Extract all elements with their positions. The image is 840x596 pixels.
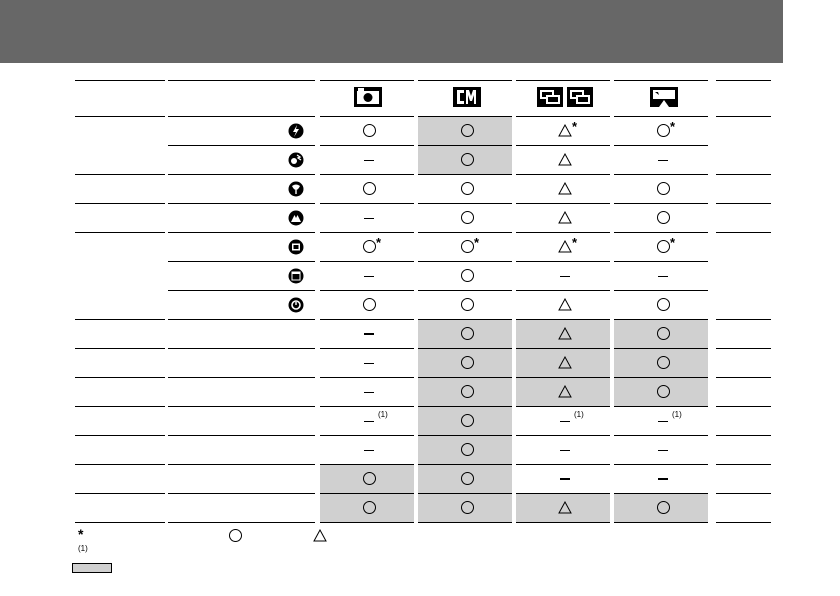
footnote-ref: (1) [78,544,88,553]
row-rule-last [716,348,771,349]
bottom-rule-col [614,522,708,523]
row-rule-label [75,406,165,407]
row-rule-col [320,493,414,494]
dash-mark [658,160,668,161]
row-rule-sub [168,261,315,262]
row-rule-col [614,435,708,436]
row-rule-sub [168,290,315,291]
footnote-ref-mark: (1) [378,409,388,419]
header-rule-sub [168,80,315,81]
circle-mark [657,182,670,195]
flash-auto-icon [288,123,304,139]
row-rule-col [516,319,610,320]
footnote-star-mark: * [572,118,578,134]
row-rule-sub [168,319,315,320]
bottom-rule-label [75,522,165,523]
row-rule-sub [168,145,315,146]
camera-still-icon [354,87,382,107]
row-rule-label [75,464,165,465]
row-rule-label [75,174,165,175]
row-rule-col [614,174,708,175]
triangle-mark [558,501,572,514]
dash-mark [364,363,374,364]
circle-mark [657,356,670,369]
panorama-icon [537,87,593,107]
dash-mark [658,450,668,451]
row-rule-col [614,261,708,262]
circle-mark [461,414,474,427]
row-rule-col [320,116,414,117]
row-rule-col [614,464,708,465]
self-timer-icon [288,297,304,313]
row-rule-col [516,261,610,262]
circle-mark [461,472,474,485]
header-rule-col [614,80,708,81]
dash-mark [560,276,570,277]
header-rule-label [75,80,165,81]
circle-mark [363,472,376,485]
legend-shade-box [72,563,112,573]
row-rule-label [75,203,165,204]
flash-redeye-icon [288,152,304,168]
row-rule-col [320,145,414,146]
row-rule-col [320,174,414,175]
footnote-star-mark: * [474,234,480,250]
circle-mark [461,124,474,137]
triangle-mark [558,356,572,369]
row-rule-last [716,493,771,494]
header-rule-last [716,80,771,81]
row-rule-col [418,261,512,262]
triangle-mark [558,298,572,311]
row-rule-col [418,493,512,494]
row-rule-label [75,232,165,233]
triangle-mark [558,240,572,253]
row-rule-col [320,348,414,349]
row-rule-col [516,435,610,436]
dash-mark [364,421,374,422]
row-rule-col [516,174,610,175]
row-rule-col [418,290,512,291]
row-rule-sub [168,203,315,204]
row-rule-col [320,464,414,465]
triangle-mark [558,153,572,166]
movie-icon [650,87,678,107]
row-rule-col [516,232,610,233]
row-rule-sub [168,116,315,117]
dash-mark [560,421,570,422]
row-rule-sub [168,377,315,378]
row-rule-col [614,377,708,378]
circle-mark [363,124,376,137]
footnote-ref-mark: (1) [672,409,682,419]
header-rule-col [516,80,610,81]
bottom-rule-last [716,522,771,523]
dash-mark [364,276,374,277]
row-rule-col [418,145,512,146]
footnote-star-mark: * [572,234,578,250]
triangle-mark [558,385,572,398]
row-rule-col [614,290,708,291]
circle-mark [461,356,474,369]
row-rule-col [320,290,414,291]
dash-mark [364,392,374,393]
row-rule-last [716,232,771,233]
header-rule-col [418,80,512,81]
cm-icon [453,87,481,107]
circle-mark [461,327,474,340]
circle-mark [461,501,474,514]
row-rule-col [320,377,414,378]
row-rule-last [716,464,771,465]
row-rule-col [614,145,708,146]
circle-mark [657,501,670,514]
bottom-rule-sub [168,522,315,523]
bottom-rule-col [516,522,610,523]
row-rule-col [418,203,512,204]
row-rule-sub [168,406,315,407]
dash-mark [560,478,570,480]
row-rule-col [516,406,610,407]
row-rule-col [614,348,708,349]
infinity-icon [288,210,304,226]
row-rule-col [418,377,512,378]
legend-circle [229,529,242,542]
row-rule-col [320,232,414,233]
row-rule-col [614,493,708,494]
triangle-mark [558,182,572,195]
row-rule-last [716,174,771,175]
row-rule-last [716,116,771,117]
dash-mark [364,333,374,335]
row-rule-col [320,435,414,436]
row-rule-col [614,406,708,407]
row-rule-sub [168,232,315,233]
row-rule-col [418,464,512,465]
row-rule-col [320,406,414,407]
row-rule-sub [168,435,315,436]
single-shot-icon [288,239,304,255]
footnote-star-mark: * [670,234,676,250]
circle-mark [363,298,376,311]
circle-mark [657,298,670,311]
row-rule-col [320,203,414,204]
circle-mark [461,153,474,166]
continuous-icon [288,268,304,284]
row-rule-col [418,435,512,436]
circle-mark [461,211,474,224]
circle-mark [657,240,670,253]
circle-mark [657,327,670,340]
footnote-star: * [78,526,84,542]
circle-mark [657,385,670,398]
row-rule-col [418,348,512,349]
row-rule-label [75,377,165,378]
row-rule-col [516,116,610,117]
row-rule-col [614,232,708,233]
row-rule-col [516,145,610,146]
circle-mark [657,211,670,224]
row-rule-col [516,493,610,494]
circle-mark [461,182,474,195]
triangle-mark [558,327,572,340]
footnote-star-mark: * [376,234,382,250]
bottom-rule-col [320,522,414,523]
dash-mark [364,218,374,219]
row-rule-label [75,348,165,349]
row-rule-col [614,319,708,320]
triangle-mark [558,211,572,224]
circle-mark [461,298,474,311]
dash-mark [658,276,668,277]
dash-mark [364,450,374,451]
row-rule-col [418,174,512,175]
row-rule-col [516,290,610,291]
row-rule-col [418,232,512,233]
circle-mark [363,240,376,253]
row-rule-label [75,493,165,494]
header-bar [0,0,783,63]
circle-mark [461,385,474,398]
dash-mark [658,421,668,422]
row-rule-last [716,203,771,204]
footnote-ref-mark: (1) [574,409,584,419]
row-rule-sub [168,464,315,465]
row-rule-label [75,435,165,436]
row-rule-label [75,319,165,320]
row-rule-last [716,435,771,436]
row-rule-last [716,406,771,407]
row-rule-last [716,377,771,378]
row-rule-col [516,377,610,378]
header-rule-col [320,80,414,81]
row-rule-col [516,348,610,349]
row-rule-col [320,261,414,262]
macro-icon [288,181,304,197]
dash-mark [560,450,570,451]
legend-triangle [313,529,327,542]
row-rule-sub [168,493,315,494]
row-rule-label [75,116,165,117]
circle-mark [363,501,376,514]
circle-mark [657,124,670,137]
circle-mark [461,269,474,282]
row-rule-col [614,203,708,204]
dash-mark [658,478,668,480]
circle-mark [461,240,474,253]
row-rule-col [516,464,610,465]
row-rule-col [614,116,708,117]
dash-mark [364,160,374,161]
triangle-mark [558,124,572,137]
footnote-star-mark: * [670,118,676,134]
row-rule-sub [168,348,315,349]
row-rule-col [418,406,512,407]
circle-mark [461,443,474,456]
circle-mark [363,182,376,195]
row-rule-sub [168,174,315,175]
row-rule-last [716,319,771,320]
row-rule-col [320,319,414,320]
row-rule-col [418,116,512,117]
bottom-rule-col [418,522,512,523]
row-rule-col [418,319,512,320]
row-rule-col [516,203,610,204]
